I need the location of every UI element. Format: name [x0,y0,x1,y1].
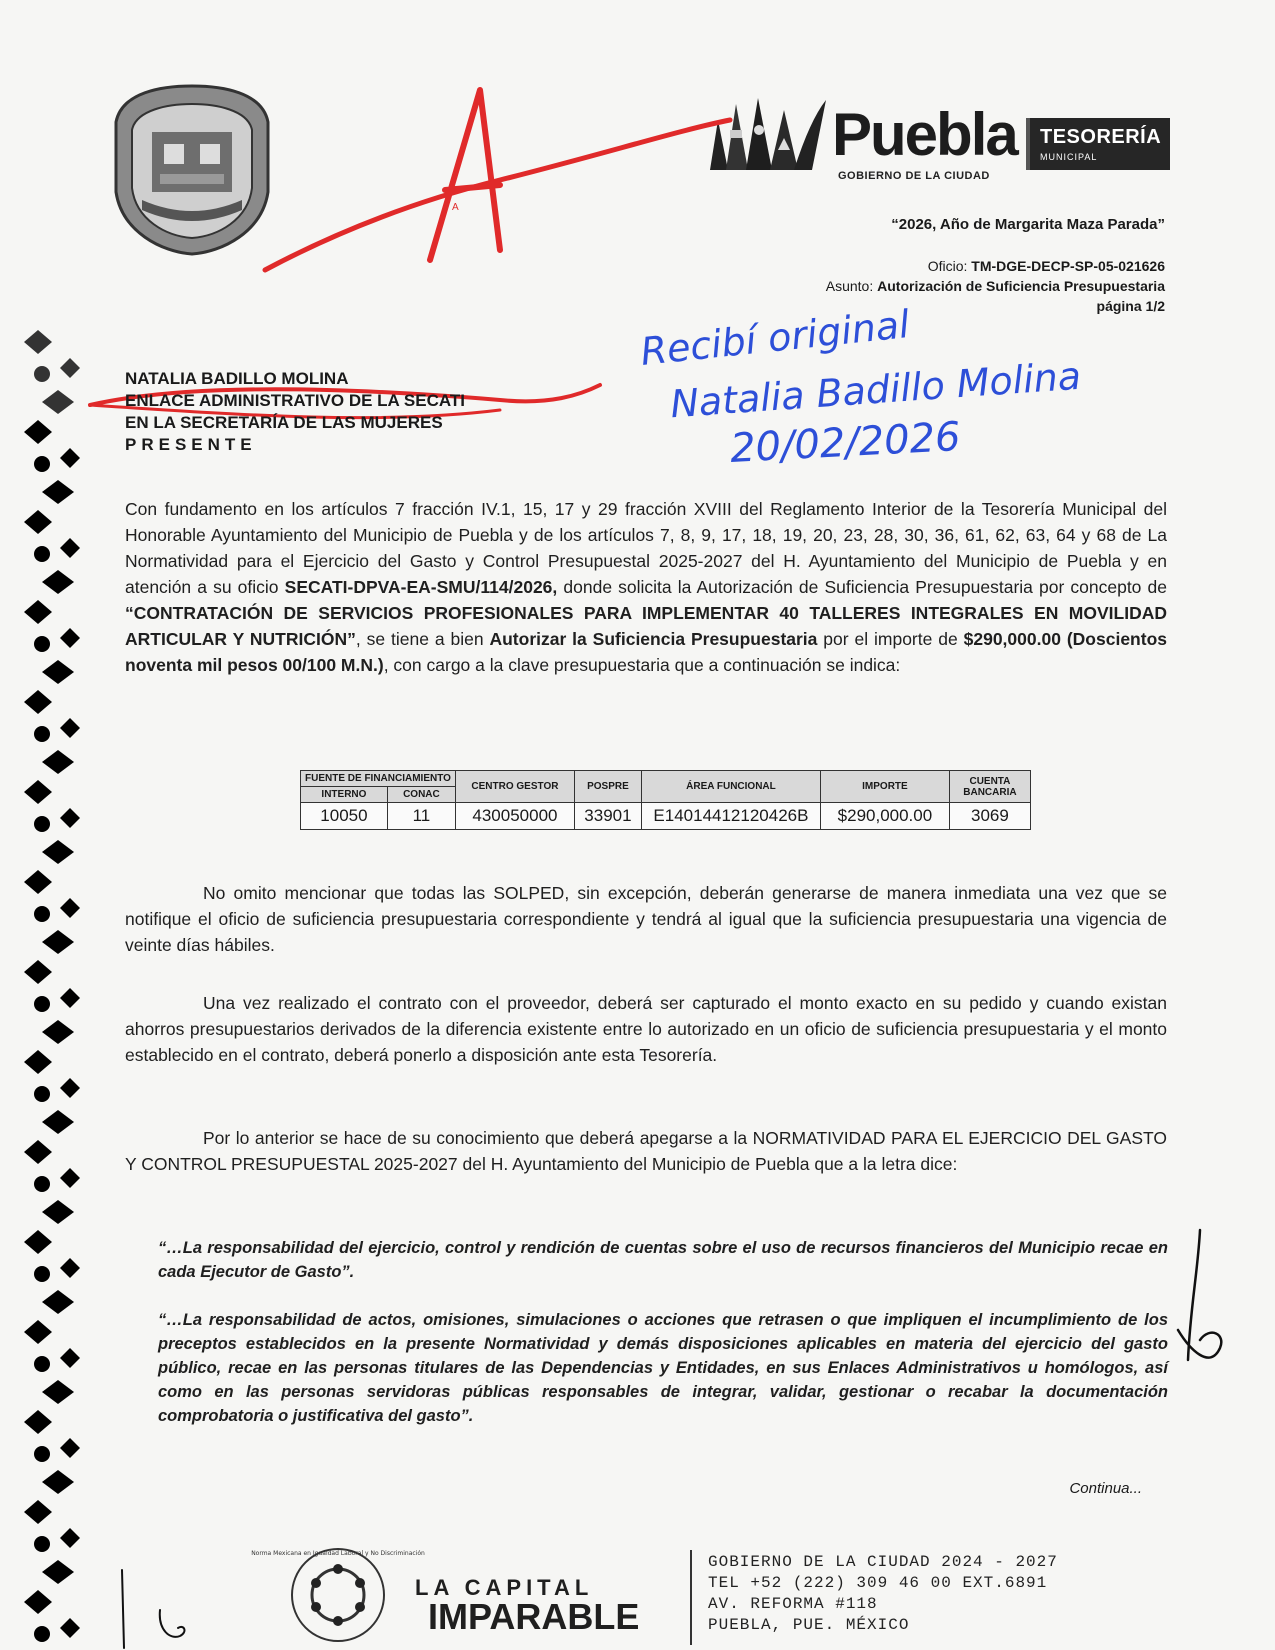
asunto-value: Autorización de Suficiencia Presupuestaria [877,278,1165,294]
p1-text-a: Con fundamento en los artículos 7 fracción IV.1, 15, 17 y 29 fracción XVIII del Reglamento Interior de la Tesorería Municipal del Honorable Ayuntamiento del Municipio de Puebla y de los artículos 7, 8, 9, 17, 18, 19, 20, 23, 28, 30, 36, 61, 62, 63, 64 y 68 de La Normatividad para el Ejercicio del Gasto y Control Presupuestal 2025-2027 del H. Ayuntamiento del Municipio de Puebla y en atención a su oficio [125,499,1167,597]
footer-divider [690,1550,692,1645]
decorative-border [18,330,90,1650]
p1-autorizar: Autorizar la Suficiencia Presupuestaria [489,629,818,649]
footer-address [708,1552,1058,1636]
th-cuenta-bancaria: CUENTA BANCARIA [949,771,1030,803]
p1-text-c: donde solicita la Autorización de Suficiencia Presupuestaria por concepto de [557,577,1167,597]
quote-responsabilidad-ejercicio: “…La responsabilidad del ejercicio, control y rendición de cuentas sobre el uso de recursos financieros del Municipio recae en cada Ejecutor de Gasto”. [158,1239,1168,1281]
addressee-office: EN LA SECRETARÍA DE LAS MUJERES [125,413,443,432]
red-letter: A [452,202,459,213]
paragraph-normatividad: Por lo anterior se hace de su conocimiento que deberá apegarse a la NORMATIVIDAD PARA EL EJERCICIO DEL GASTO Y CONTROL PRESUPUESTAL 2025-2027 del H. Ayuntamiento del Municipio de Puebla que a la letra dice: [125,1128,1167,1174]
oficio-number: TM-DGE-DECP-SP-05-021626 [971,258,1165,274]
budget-key-table [300,770,1031,830]
slogan-bottom: IMPARABLE [428,1596,640,1637]
puebla-tesoreria-logo [700,90,1170,190]
tesoreria-subtitle: MUNICIPAL [1040,152,1098,162]
footer-address-line1: GOBIERNO DE LA CIUDAD 2024 - 2027 [708,1553,1058,1571]
footer-signature-mark [110,1570,200,1650]
p1-text-i: , con cargo a la clave presupuestaria que a continuación se indica: [383,655,901,675]
year-motto: “2026, Año de Margarita Maza Parada” [891,216,1165,233]
equality-certification-logo [251,1545,425,1645]
asunto-label: Asunto: [825,278,878,294]
addressee-name: NATALIA BADILLO MOLINA [125,369,349,388]
p1-importe: $290,000.00 (Doscientos noventa mil pesos 00/100 M.N.) [125,629,1167,675]
th-importe: IMPORTE [820,771,949,803]
page-label: página 1/2 [1096,298,1165,314]
addressee-greeting: PRESENTE [125,435,257,454]
cell-cuenta-bancaria: 3069 [949,803,1030,830]
footer-address-line4: PUEBLA, PUE. MÉXICO [708,1616,910,1634]
cell-interno: 10050 [301,803,388,830]
th-area-funcional: ÁREA FUNCIONAL [641,771,820,803]
oficio-line [826,256,1165,276]
addressee-block [125,368,465,456]
cell-area-funcional: E14014412120426B [641,803,820,830]
th-fuente: FUENTE DE FINANCIAMIENTO [301,771,456,787]
th-conac: CONAC [387,787,455,803]
paragraph-fundamento [125,496,1167,678]
cell-pospre: 33901 [574,803,641,830]
p1-oficio-ref: SECATI-DPVA-EA-SMU/114/2026, [284,577,558,597]
paragraph-contrato: Una vez realizado el contrato con el proveedor, deberá ser capturado el monto exacto en su pedido y cuando existan ahorros presupuestarios derivados de la diferencia existente entre lo autorizado en un oficio de suficiencia presupuestaria y el monto establecido en el contrato, deberá ponerlo a disposición ante esta Tesorería. [125,993,1167,1065]
th-centro-gestor: CENTRO GESTOR [455,771,574,803]
footer-address-line3: AV. REFORMA #118 [708,1595,878,1613]
margin-initials-signature [1170,1230,1230,1390]
cell-centro-gestor: 430050000 [455,803,574,830]
oficio-label: Oficio: [927,258,972,274]
addressee-role: ENLACE ADMINISTRATIVO DE LA SECATI [125,391,465,410]
puebla-emblem-icon [700,90,830,180]
handwritten-line-name: Natalia Badillo Molina [668,353,1083,427]
p1-concepto: “CONTRATACIÓN DE SERVICIOS PROFESIONALES PARA IMPLEMENTAR 40 TALLERES INTEGRALES EN MOVILIDAD ARTICULAR Y NUTRICIÓN” [125,603,1167,649]
p1-text-e: , se tiene a bien [355,629,490,649]
cell-conac: 11 [387,803,455,830]
p1-text-g: por el importe de [817,629,964,649]
th-interno: INTERNO [301,787,388,803]
handwritten-line-received: Recibí original [638,302,912,374]
slogan-top: LA CAPITAL [415,1575,594,1600]
tesoreria-title: TESORERÍA [1040,126,1162,148]
tesoreria-badge [1026,118,1170,170]
table-row [301,803,1031,830]
th-pospre: POSPRE [574,771,641,803]
brand-subtitle: GOBIERNO DE LA CIUDAD [838,170,990,182]
asunto-line [826,276,1165,296]
continua-note: Continua... [1069,1480,1142,1497]
handwritten-line-date: 20/02/2026 [728,413,962,473]
coat-of-arms-seal [112,82,272,257]
footer-address-line2: TEL +52 (222) 309 46 00 EXT.6891 [708,1574,1048,1592]
brand-word: Puebla [832,101,1017,168]
quote-responsabilidad-actos: “…La responsabilidad de actos, omisiones, simulaciones o acciones que retrasen o que impliquen el incumplimiento de los preceptos establecidos en la presente Normatividad y demás disposiciones aplicables en materia del ejercicio del gasto público, recae en las personas titulares de las Dependencias y Entidades, en sus Enlaces Administrativos u homólogos, así como en las personas servidoras públicas responsables de integrar, validar, gestionar o recabar la documentación comprobatoria o justificativa del gasto”. [158,1311,1168,1425]
equity-ring-text: Norma Mexicana en Igualdad Laboral y No Discriminación [251,1550,425,1557]
paragraph-solped: No omito mencionar que todas las SOLPED, sin excepción, deberán generarse de manera inmediata una vez que se notifique el oficio de suficiencia presupuestaria correspondiente y tendrá al igual que la suficiencia presupuestaria una vigencia de veinte días hábiles. [125,883,1167,955]
cell-importe: $290,000.00 [820,803,949,830]
